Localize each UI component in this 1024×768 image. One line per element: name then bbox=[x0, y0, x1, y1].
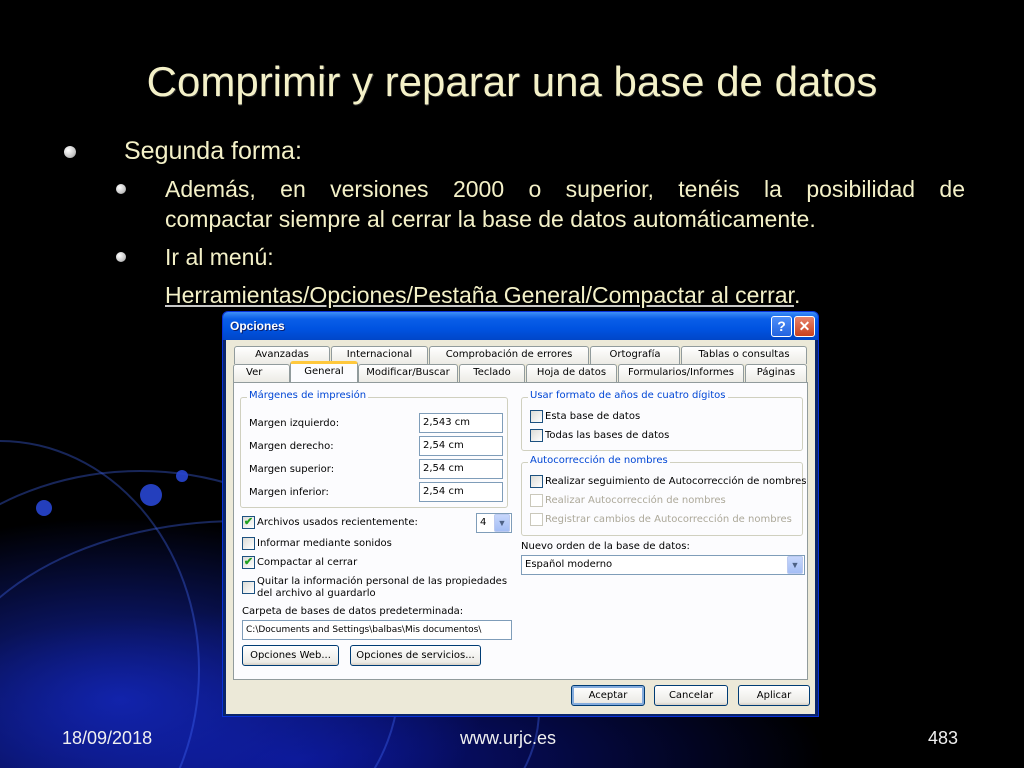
sub-bullet-dot bbox=[116, 184, 126, 194]
sub-bullet-versions-line2: compactar siempre al cerrar la base de datos automáticamente. bbox=[165, 206, 816, 232]
sort-order-select[interactable]: Español moderno bbox=[521, 555, 805, 575]
autocorrect-log-checkbox[interactable] bbox=[530, 513, 543, 526]
bullet-dot bbox=[64, 146, 76, 158]
tab-teclado[interactable]: Teclado bbox=[459, 364, 525, 382]
margin-right-input[interactable]: 2,54 cm bbox=[419, 436, 503, 456]
margin-bottom-label: Margen inferior: bbox=[249, 487, 329, 498]
margin-left-input[interactable]: 2,543 cm bbox=[419, 413, 503, 433]
general-tab-panel bbox=[233, 382, 808, 680]
recent-files-label: Archivos usados recientemente: bbox=[257, 517, 418, 528]
sub-bullet-versions-line1: Además, en versiones 2000 o superior, tenéis la posibilidad de bbox=[165, 176, 965, 202]
default-folder-input[interactable]: C:\Documents and Settings\balbas\Mis documentos\ bbox=[242, 620, 512, 640]
tab-comprobacion-errores[interactable]: Comprobación de errores bbox=[429, 346, 589, 364]
recent-files-checkbox[interactable]: ✔ bbox=[243, 516, 254, 528]
margin-left-label: Margen izquierdo: bbox=[249, 418, 340, 429]
sort-order-label: Nuevo orden de la base de datos: bbox=[521, 541, 690, 552]
compact-on-close-label: Compactar al cerrar bbox=[257, 557, 358, 568]
year-format-group bbox=[521, 390, 803, 451]
tab-ver[interactable]: Ver bbox=[233, 364, 290, 382]
remove-personal-info-checkbox[interactable] bbox=[242, 581, 255, 594]
margin-top-label: Margen superior: bbox=[249, 464, 335, 475]
feedback-sound-checkbox[interactable] bbox=[242, 537, 255, 550]
tab-modificar-buscar[interactable]: Modificar/Buscar bbox=[358, 364, 458, 382]
autocorrect-log-label: Registrar cambios de Autocorrección de nombres bbox=[545, 514, 792, 525]
tab-general[interactable]: General bbox=[290, 361, 358, 382]
autocorrect-track-checkbox[interactable] bbox=[530, 475, 543, 488]
close-button[interactable]: ✕ bbox=[794, 316, 815, 337]
web-options-button[interactable]: Opciones Web... bbox=[242, 645, 339, 666]
tab-hoja-de-datos[interactable]: Hoja de datos bbox=[526, 364, 617, 382]
sub-bullet-menu: Ir al menú: bbox=[165, 244, 274, 270]
year-format-all-db-checkbox[interactable] bbox=[530, 429, 543, 442]
cancel-button[interactable]: Cancelar bbox=[654, 685, 728, 706]
autocorrect-legend: Autocorrección de nombres bbox=[530, 455, 668, 466]
options-dialog bbox=[222, 311, 819, 717]
footer-date: 18/09/2018 bbox=[62, 728, 153, 748]
apply-button[interactable]: Aplicar bbox=[738, 685, 810, 706]
tab-paginas[interactable]: Páginas bbox=[745, 364, 807, 382]
sub-bullet-dot bbox=[116, 252, 126, 262]
tab-tablas-consultas[interactable]: Tablas o consultas bbox=[681, 346, 807, 364]
footer-website: www.urjc.es bbox=[460, 728, 557, 748]
autocorrect-perform-checkbox[interactable] bbox=[530, 494, 543, 507]
default-folder-label: Carpeta de bases de datos predeterminada: bbox=[242, 606, 464, 617]
margin-top-input[interactable]: 2,54 cm bbox=[419, 459, 503, 479]
year-format-all-db-label: Todas las bases de datos bbox=[545, 430, 670, 441]
dialog-title: Opciones bbox=[230, 319, 285, 333]
recent-files-count-select[interactable]: 4 bbox=[476, 513, 512, 533]
tab-formularios-informes[interactable]: Formularios/Informes bbox=[618, 364, 744, 382]
autocorrect-perform-label: Realizar Autocorrección de nombres bbox=[545, 495, 726, 506]
menu-path-text: Herramientas/Opciones/Pestaña General/Compactar al cerrar bbox=[165, 282, 794, 308]
dialog-titlebar[interactable] bbox=[223, 312, 818, 340]
ok-button[interactable]: Aceptar bbox=[571, 685, 645, 706]
footer-page-number: 483 bbox=[928, 728, 959, 748]
menu-path-period: . bbox=[793, 282, 801, 308]
remove-personal-info-label-line2: del archivo al guardarlo bbox=[257, 588, 376, 599]
autocorrect-track-label: Realizar seguimiento de Autocorrección de nombres bbox=[545, 476, 807, 487]
remove-personal-info-label-line1: Quitar la información personal de las propiedades bbox=[257, 576, 508, 587]
sort-order-dropdown-arrow-icon[interactable]: ▼ bbox=[787, 556, 803, 574]
tab-internacional[interactable]: Internacional bbox=[331, 346, 428, 364]
year-format-this-db-checkbox[interactable] bbox=[530, 410, 543, 423]
tab-ortografia[interactable]: Ortografía bbox=[590, 346, 680, 364]
compact-on-close-checkbox[interactable]: ✔ bbox=[243, 556, 254, 568]
recent-files-dropdown-arrow-icon[interactable]: ▼ bbox=[494, 514, 510, 532]
dialog-body bbox=[226, 340, 815, 714]
tab-avanzadas[interactable]: Avanzadas bbox=[234, 346, 330, 364]
margins-legend: Márgenes de impresión bbox=[249, 390, 367, 401]
year-format-this-db-label: Esta base de datos bbox=[545, 411, 641, 422]
margin-bottom-input[interactable]: 2,54 cm bbox=[419, 482, 503, 502]
service-options-button[interactable]: Opciones de servicios... bbox=[350, 645, 481, 666]
slide-title: Comprimir y reparar una base de datos bbox=[146, 58, 878, 105]
feedback-sound-label: Informar mediante sonidos bbox=[257, 538, 392, 549]
bullet-segunda-forma: Segunda forma: bbox=[124, 137, 302, 165]
year-format-legend: Usar formato de años de cuatro dígitos bbox=[530, 390, 726, 401]
margin-right-label: Margen derecho: bbox=[249, 441, 334, 452]
help-button[interactable]: ? bbox=[771, 316, 792, 337]
menu-path bbox=[165, 280, 800, 310]
